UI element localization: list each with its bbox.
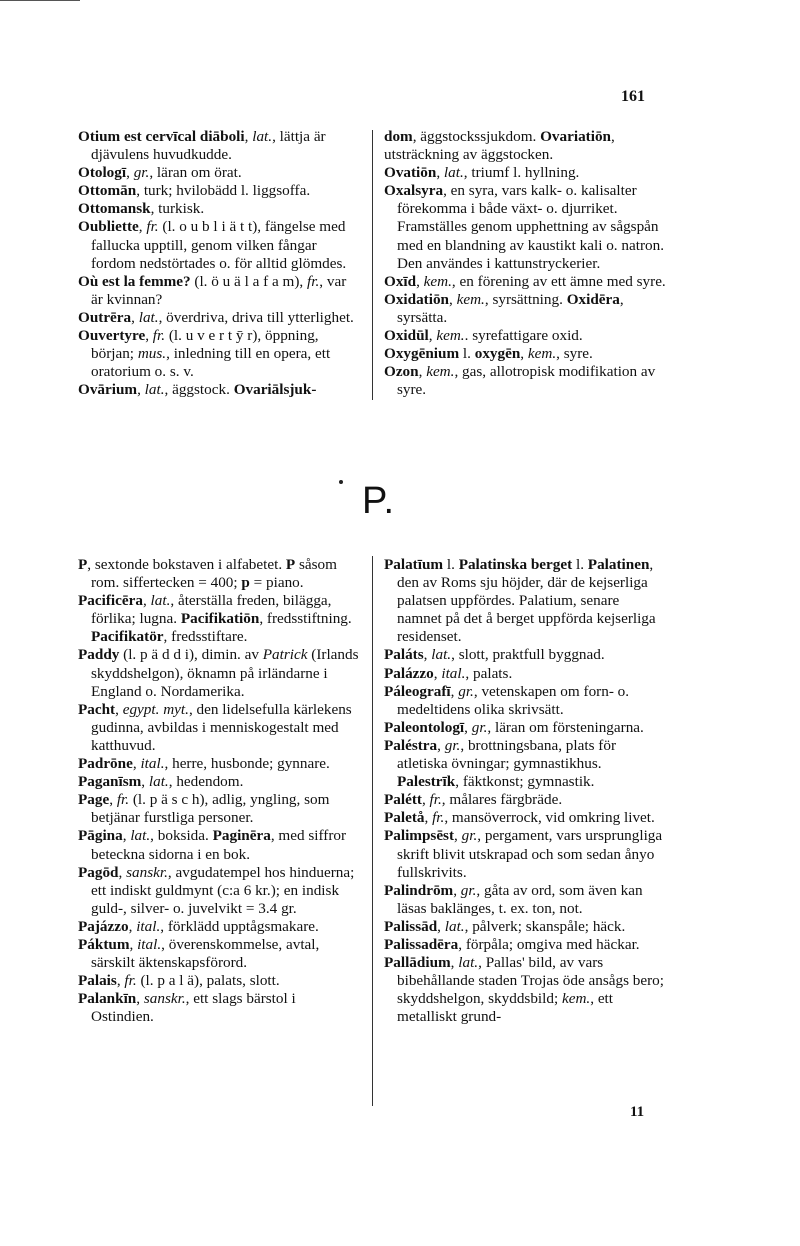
dictionary-entry: Ottomansk, turkisk. (78, 200, 205, 218)
dictionary-entry: Padrōne, ital., herre, husbonde; gynnare. (78, 755, 330, 773)
dictionary-entry: P, sextonde bokstaven i alfabetet. P såsom rom. siffertecken = 400; p = piano. (78, 556, 337, 592)
column-divider-top (372, 130, 373, 400)
dictionary-entry: Paddy (l. p ä d d i), dimin. av Patrick (Irlands skyddshelgon), öknamn på irländarne i England o. Nordamerika. (78, 646, 359, 700)
dictionary-entry: Oxidatiōn, kem., syrsättning. Oxidēra, syrsätta. (384, 290, 624, 326)
signature-mark: 11 (630, 1104, 645, 1120)
dictionary-entry: Palimpsēst, gr., pergament, vars ursprungliga skrift blivit utskrapad och som sedan ånyo fullskrivits. (384, 827, 663, 881)
dictionary-entry: Pajázzo, ital., förklädd upptågsmakare. (78, 917, 319, 935)
dictionary-entry: Palatīum l. Palatinska berget l. Palatinen, den av Roms sju höjder, där de kejserliga palatsen uppfördes. Palatium, senare namnet på det å berget uppförda kejserliga residenset. (384, 556, 656, 646)
dictionary-entry: Palissād, lat., pålverk; skanspåle; häck. (384, 917, 626, 935)
dictionary-entry: Palázzo, ital., palats. (384, 664, 513, 682)
dictionary-entry: Páktum, ital., överenskommelse, avtal, särskilt äktenskapsförord. (78, 935, 320, 972)
dictionary-entry: Páleografī, gr., vetenskapen om forn- o. medeltidens olika skrivsätt. (384, 682, 630, 718)
dictionary-entry: Page, fr. (l. p ä s c h), adlig, yngling, som betjänar furstliga personer. (78, 791, 330, 827)
column-bottom-right (384, 556, 666, 1026)
dictionary-entry: Oxīd, kem., en förening av ett ämne med syre. (384, 272, 666, 290)
dictionary-entry: Palissadēra, förpåla; omgiva med häckar. (384, 935, 640, 953)
dictionary-entry: Palais, fr. (l. p a l ä), palats, slott. (78, 972, 280, 990)
dictionary-entry: Oxygēnium l. oxygēn, kem., syre. (384, 345, 593, 363)
dictionary-entry: Ouvertyre, fr. (l. u v e r t ȳ r), öppning, början; mus., inledning till en opera, ett oratorium o. s. v. (78, 327, 331, 381)
column-divider-bottom (372, 556, 373, 1106)
dictionary-entry: Otium est cervīcal diāboli, lat., lättja är djävulens huvudkudde. (78, 128, 326, 164)
stray-dot (339, 480, 343, 484)
dictionary-entry: Palindrōm, gr., gåta av ord, som även kan läsas baklänges, t. ex. ton, not. (384, 881, 643, 917)
dictionary-entry: Pallādium, lat., Pallas' bild, av vars bibehållande staden Trojas öde ansågs bero; skyddshelgon, skyddsbild; kem., ett metalliskt grund- (384, 954, 664, 1026)
dictionary-entry: Pāgina, lat., boksida. Paginēra, med siffror beteckna sidorna i en bok. (78, 827, 347, 863)
dictionary-entry: Pacificēra, lat., återställa freden, bilägga, förlika; lugna. Pacifikatiōn, fredsstiftning. Pacifikatör, fredsstiftare. (78, 592, 352, 646)
column-top-left (78, 128, 361, 399)
page-number: 161 (621, 88, 645, 105)
dictionary-entry: Palétt, fr., målares färgbräde. (384, 791, 563, 809)
dictionary-entry: Paletå, fr., mansöverrock, vid omkring livet. (384, 809, 655, 827)
dictionary-entry: Paleontologī, gr., läran om försteningarna. (384, 718, 644, 736)
dictionary-entry: Ottomān, turk; hvilobädd l. liggsoffa. (78, 182, 311, 200)
dictionary-entry: Paláts, lat., slott, praktfull byggnad. (384, 646, 605, 664)
dictionary-entry: Ovārium, lat., äggstock. Ovariālsjuk- (78, 381, 317, 399)
dictionary-entry: Outrēra, lat., överdriva, driva till ytterlighet. (78, 308, 354, 326)
dictionary-entry: Pagōd, sanskr., avgudatempel hos hinduerna; ett indiskt guldmynt (c:a 6 kr.); en indisk guld-, silver- o. juvelvikt = 3.4 gr. (78, 863, 355, 917)
top-edge-rule (0, 0, 80, 1)
column-top-right (384, 128, 666, 399)
dictionary-entry: Pacht, egypt. myt., den lidelsefulla kärlekens gudinna, avbildas i menniskogestalt med katthuvud. (78, 700, 352, 754)
dictionary-entry: Paganīsm, lat., hedendom. (78, 773, 244, 791)
dictionary-entry: Oxalsyra, en syra, vars kalk- o. kalisalter förekomma i både växt- o. djurriket. Framställes genom upphettning av sågspån med en blandning av kaustikt kali o. natron. Den användes i kattunstryckerier. (384, 182, 664, 272)
dictionary-entry: Palankīn, sanskr., ett slags bärstol i Ostindien. (78, 990, 296, 1026)
dictionary-entry: Ovatiōn, lat., triumf l. hyllning. (384, 164, 580, 182)
section-letter: P. (362, 480, 396, 522)
dictionary-entry: Où est la femme? (l. ö u ä l a f a m), fr., var är kvinnan? (78, 272, 347, 308)
dictionary-entry: Ozon, kem., gas, allotropisk modifikation av syre. (384, 363, 656, 399)
dictionary-entry: dom, äggstockssjukdom. Ovariatiōn, utsträckning av äggstocken. (384, 128, 615, 164)
dictionary-entry: Paléstra, gr., brottningsbana, plats för atletiska övningar; gymnastikhus. Palestrīk, fäktkonst; gymnastik. (384, 736, 617, 791)
dictionary-entry: Oubliette, fr. (l. o u b l i ä t t), fängelse med fallucka upptill, genom vilken fångar fordom nedstörtades o. för alltid glömdes. (78, 218, 347, 272)
dictionary-entry: Otologī, gr., läran om örat. (78, 164, 242, 182)
column-bottom-left (78, 556, 361, 1026)
dictionary-entry: Oxidūl, kem.. syrefattigare oxid. (384, 327, 583, 345)
